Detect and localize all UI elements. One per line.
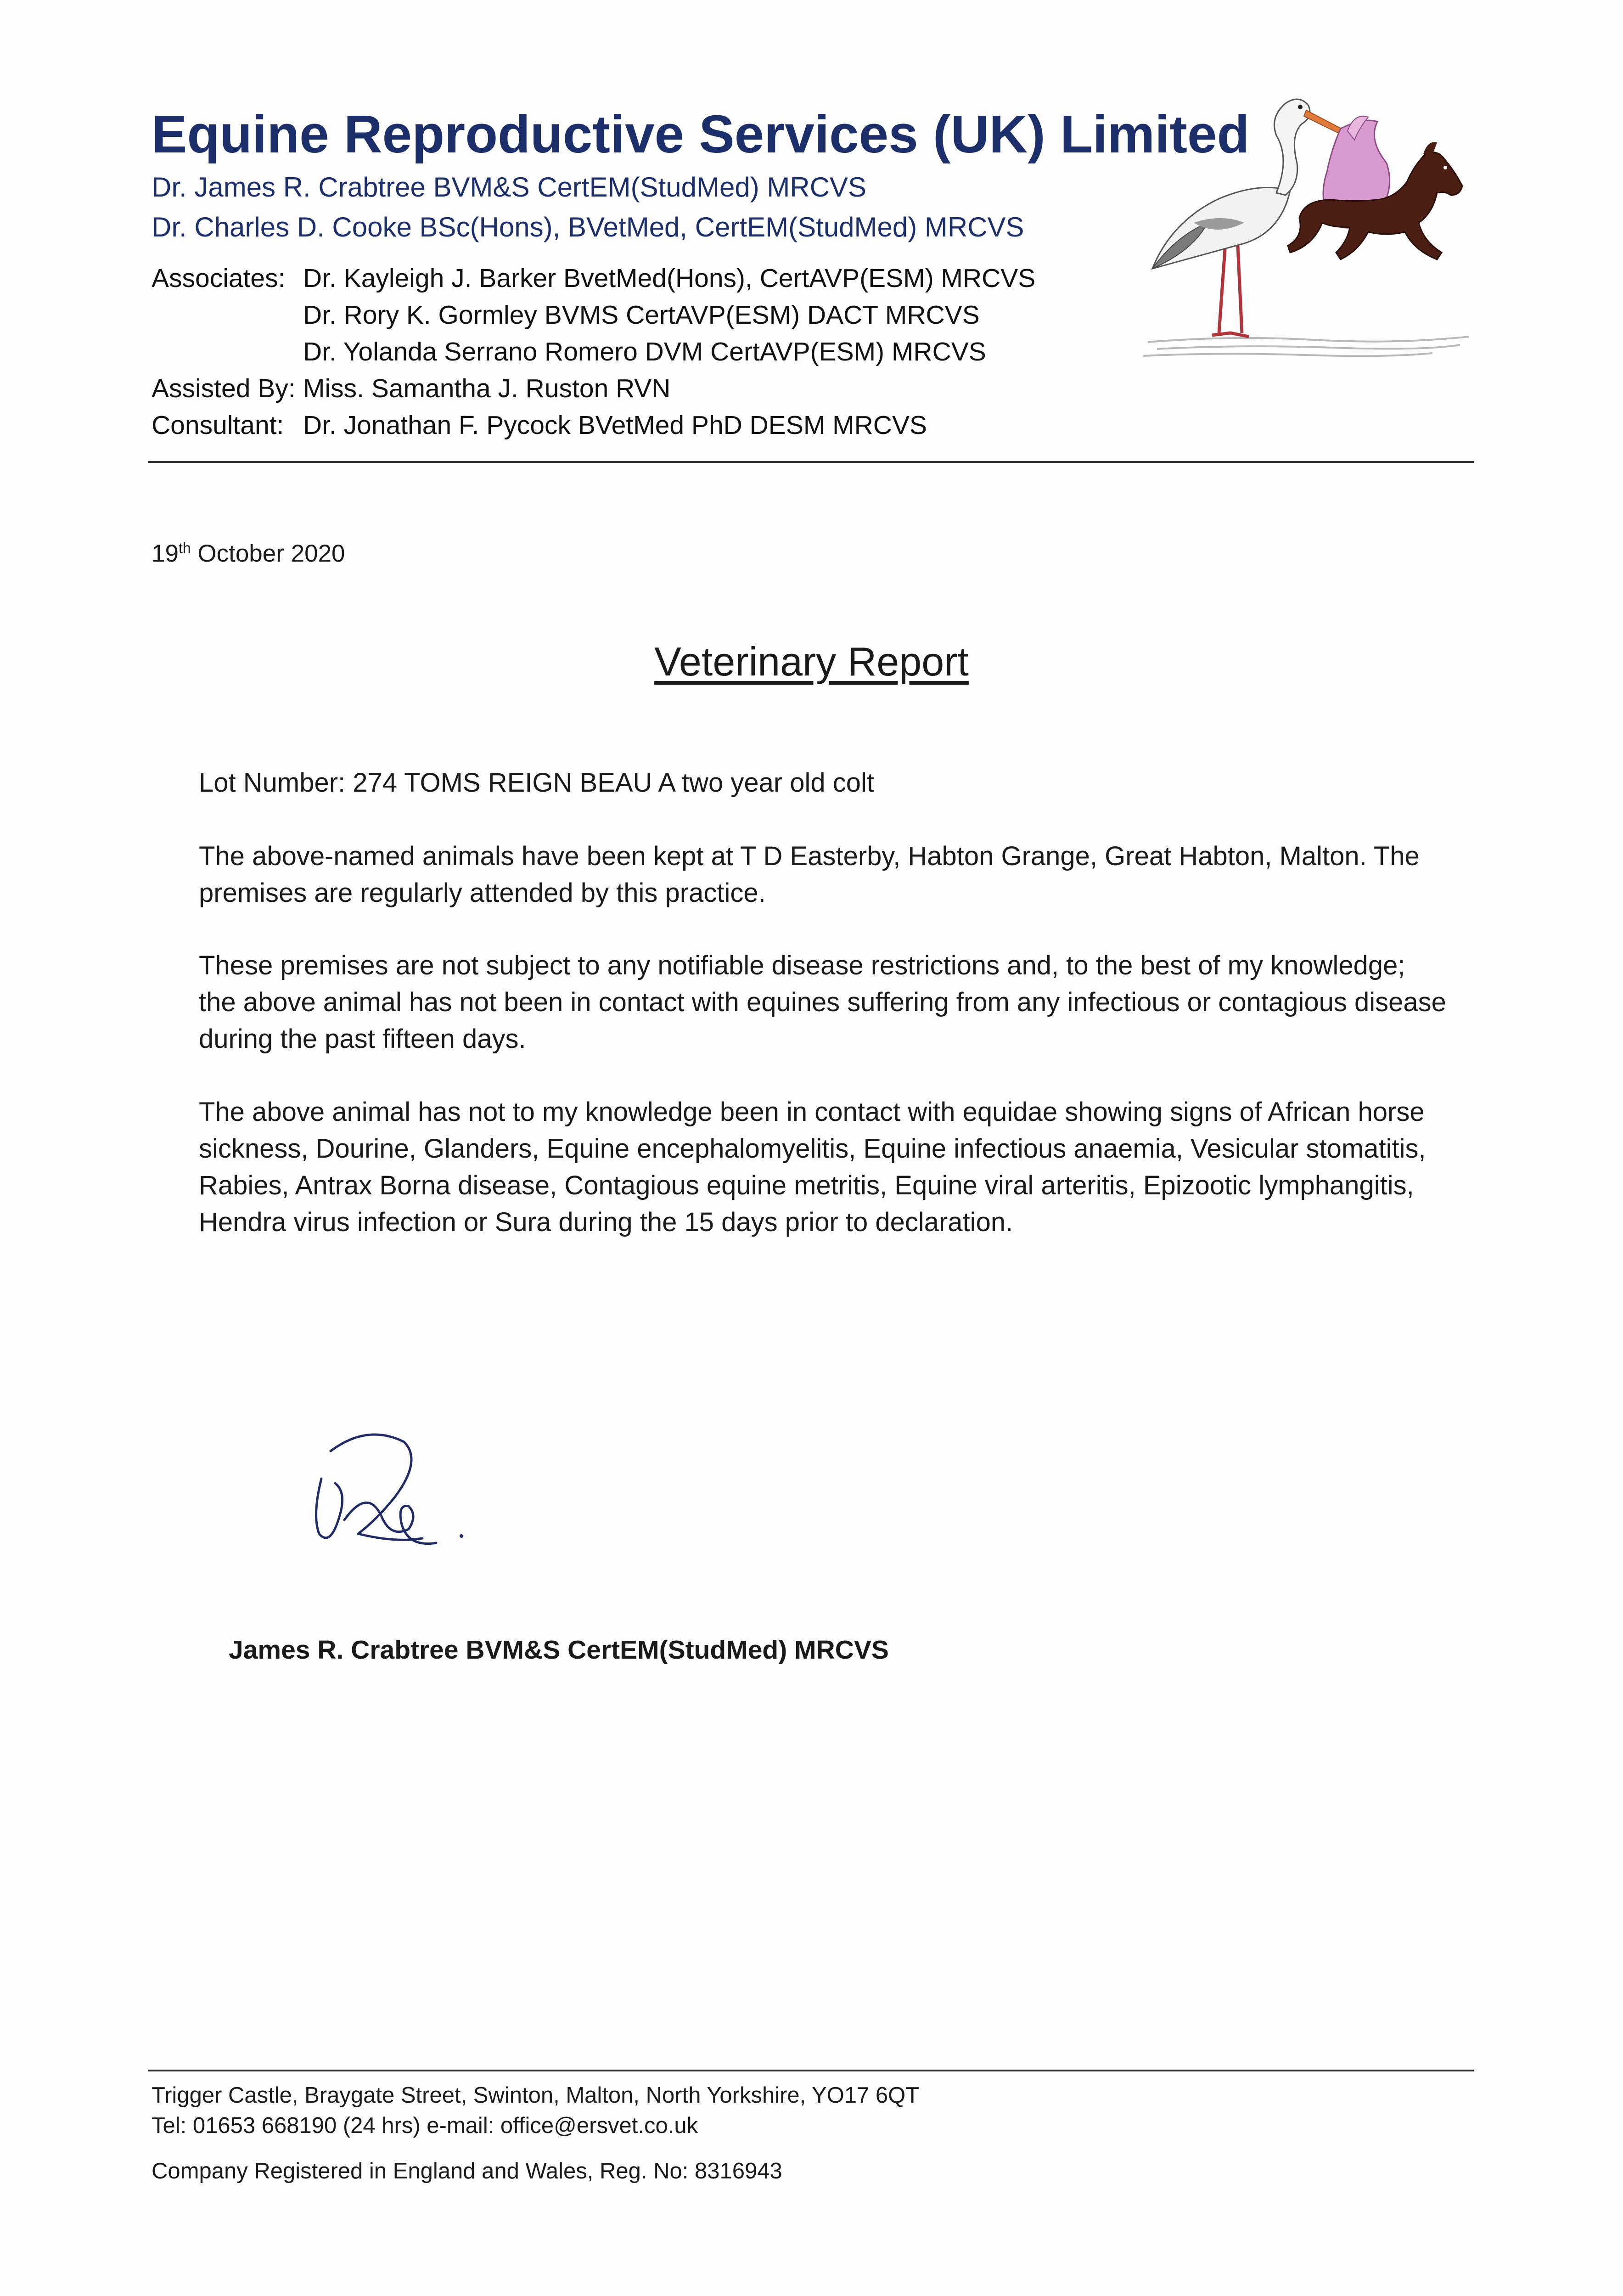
date-suffix: th [178,540,191,557]
associates-row-1 [152,263,1035,293]
paragraph-disease-contact: The above animal has not to my knowledge been in contact with equidae showing signs of African horse sickness, Dourine, Glanders, Equine encephalomyelitis, Equine infectious anaemia, Vesicular stomatitis, Rabies, Antrax Borna disease, Contagious equine metritis, Equine viral arteritis, Epizootic lymphangitis, Hendra virus infection or Sura during the 15 days prior to declaration. [199,1097,1426,1237]
partner-line-2: Dr. Charles D. Cooke BSc(Hons), BVetMed, CertEM(StudMed) MRCVS [152,212,1024,242]
associate-name: Dr. Kayleigh J. Barker BvetMed(Hons), CertAVP(ESM) MRCVS [303,264,1036,293]
report-title: Veterinary Report [654,639,969,684]
assisted-by-row [152,373,670,404]
associates-label: Associates: [152,264,286,293]
consultant-name: Dr. Jonathan F. Pycock BVetMed PhD DESM MRCVS [303,411,927,440]
header-divider [148,461,1474,463]
stork-carrying-foal-logo [1139,85,1478,360]
consultant-row [152,410,927,440]
footer-contact: Tel: 01653 668190 (24 hrs) e-mail: office@ersvet.co.uk [152,2113,698,2138]
date-month-year: October 2020 [197,540,345,567]
footer-registration: Company Registered in England and Wales, Reg. No: 8316943 [152,2159,782,2183]
footer-divider [148,2070,1474,2071]
associate-name: Dr. Yolanda Serrano Romero DVM CertAVP(ESM) MRCVS [303,337,986,366]
paragraph-premises: The above-named animals have been kept at T D Easterby, Habton Grange, Great Habton, Malton. The premises are regularly attended by this practice. [199,841,1420,908]
handwritten-signature [303,1396,496,1561]
report-date [152,540,345,568]
assisted-by-label: Assisted By: [152,374,296,403]
consultant-label: Consultant: [152,411,284,440]
paragraph-disease-restrictions: These premises are not subject to any notifiable disease restrictions and, to the best of my knowledge; the above animal has not been in contact with equines suffering from any infectious or contagious disease during the past fifteen days. [199,951,1446,1054]
company-name: Equine Reproductive Services (UK) Limited [152,104,1250,164]
signer-name: James R. Crabtree BVM&S CertEM(StudMed) MRCVS [229,1635,889,1665]
assistant-name: Miss. Samantha J. Ruston RVN [303,374,671,403]
partner-line-1: Dr. James R. Crabtree BVM&S CertEM(StudMed) MRCVS [152,172,867,203]
lot-number-line: Lot Number: 274 TOMS REIGN BEAU A two year old colt [199,768,875,798]
date-day: 19 [152,540,179,567]
footer-address: Trigger Castle, Braygate Street, Swinton, Malton, North Yorkshire, YO17 6QT [152,2083,920,2108]
associate-name: Dr. Rory K. Gormley BVMS CertAVP(ESM) DACT MRCVS [303,300,980,330]
